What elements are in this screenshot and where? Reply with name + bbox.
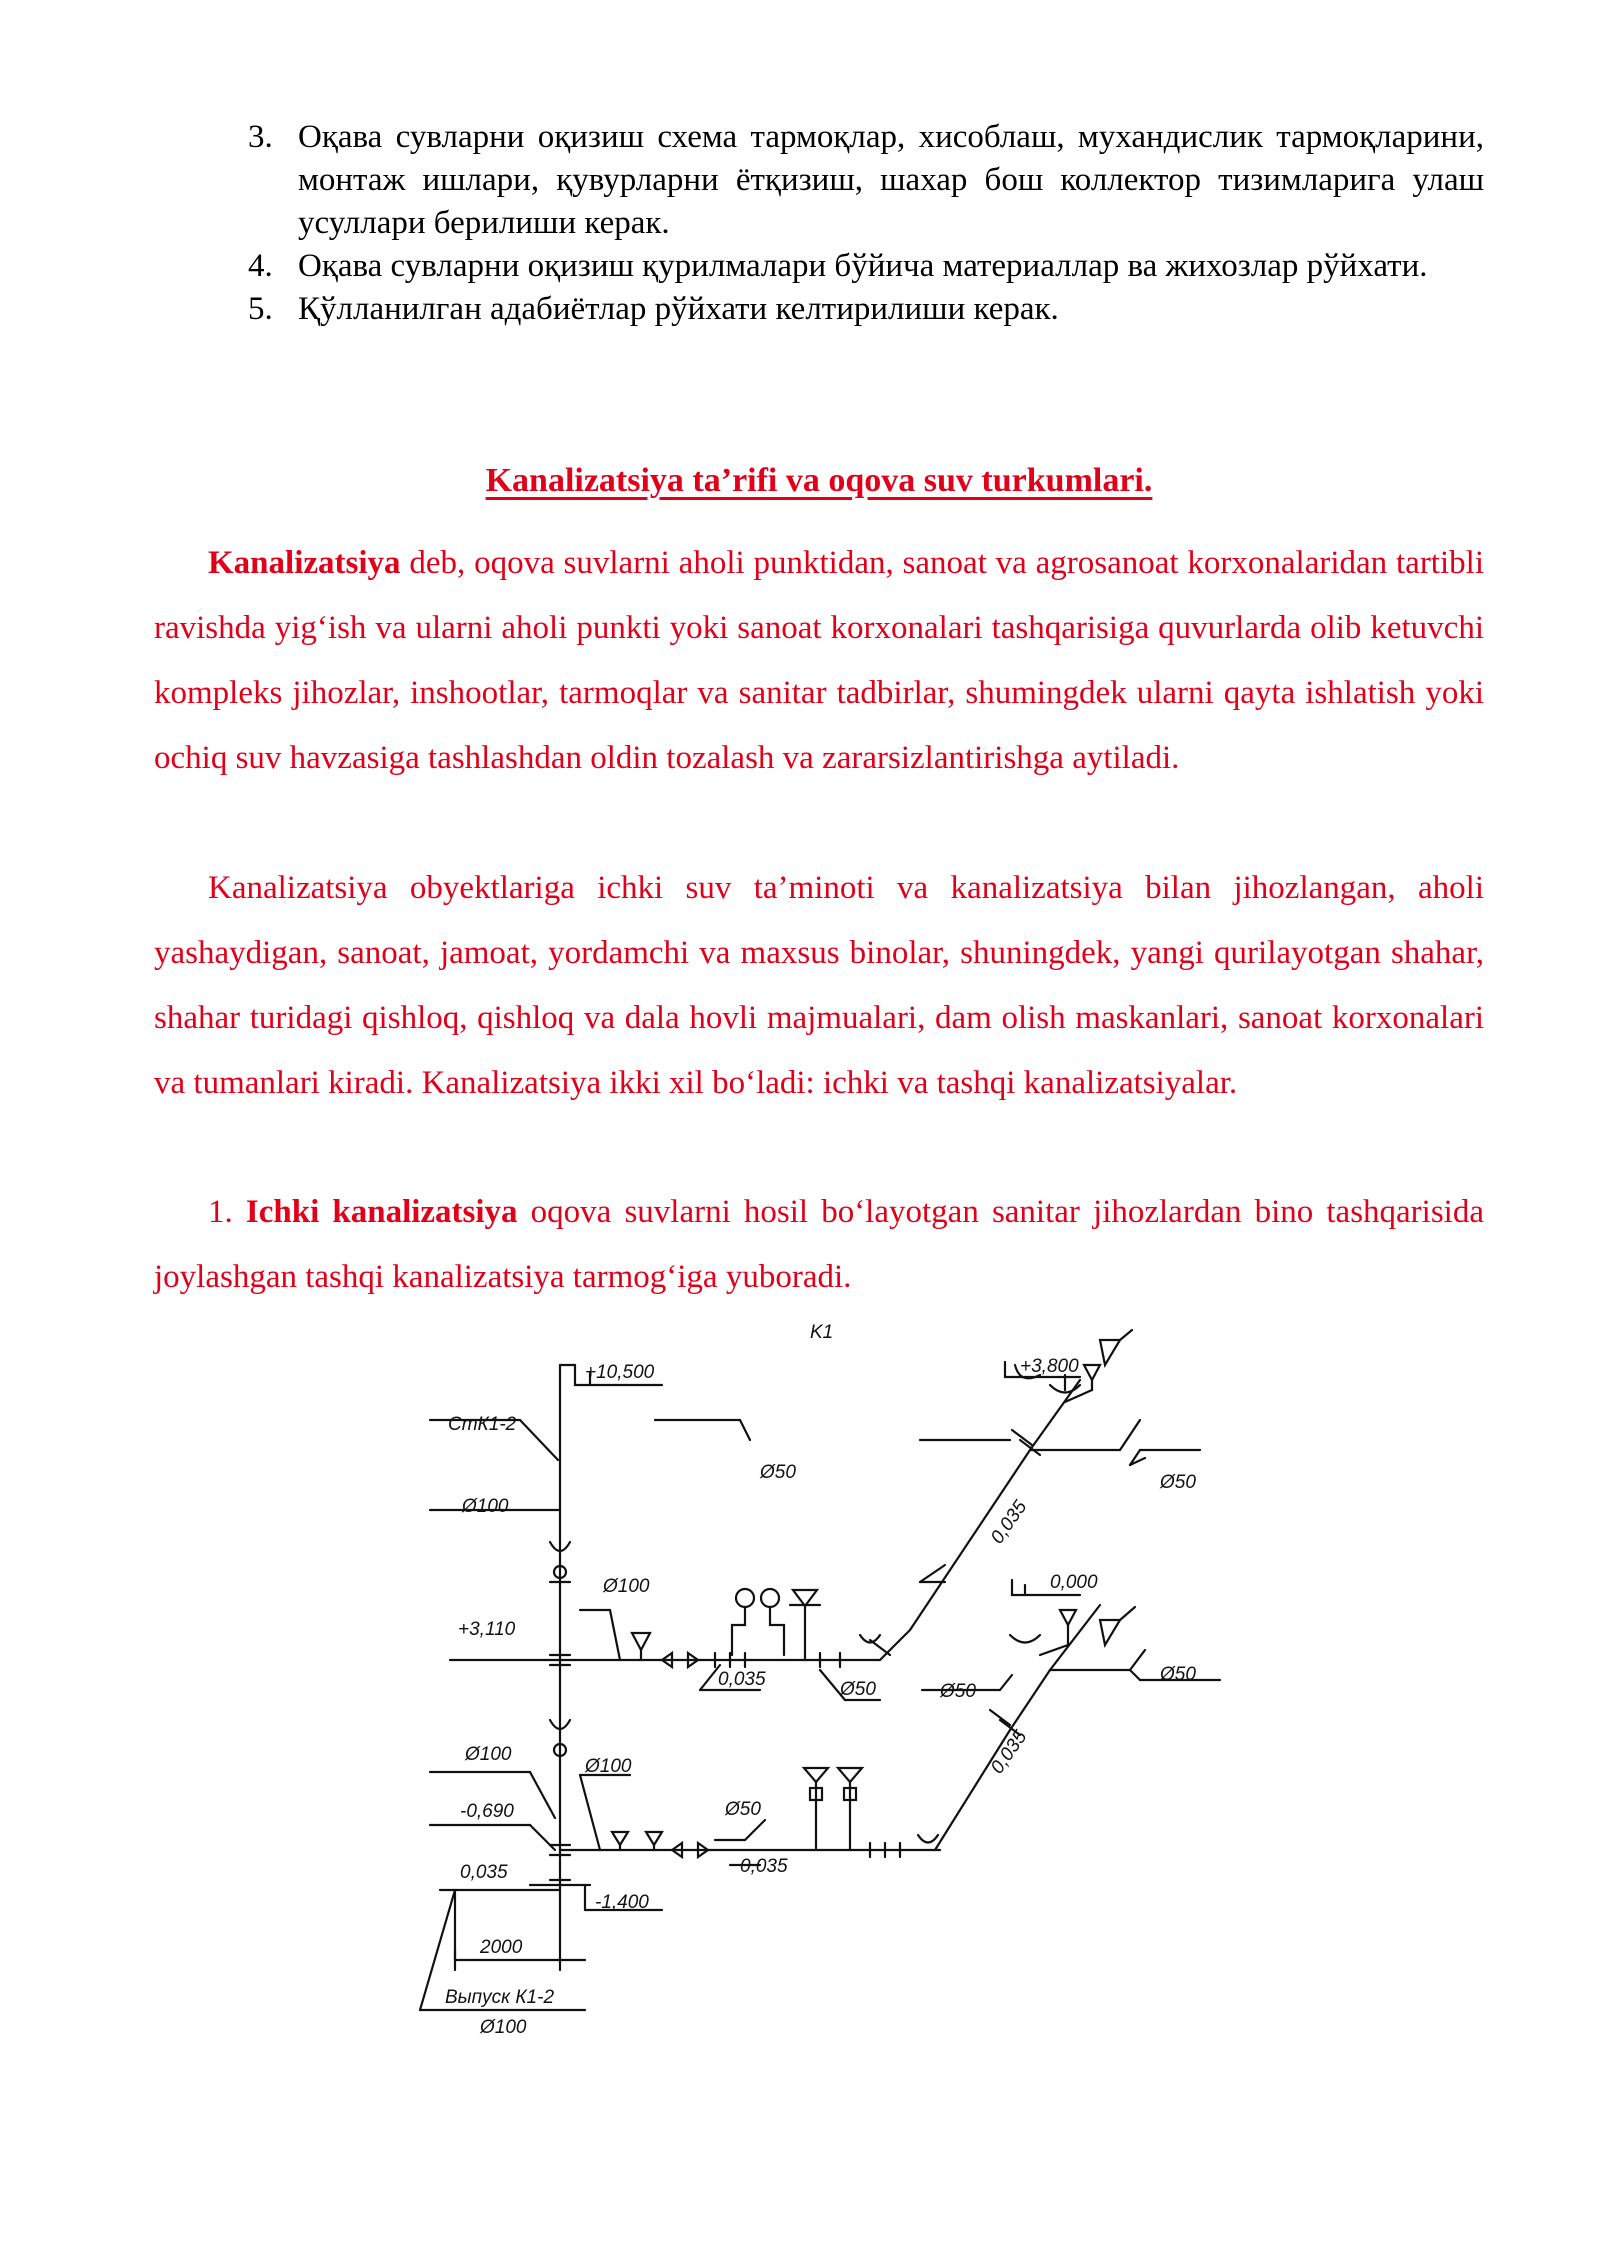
elevation-3110-label: +3,110 xyxy=(458,1619,516,1640)
diameter-label: Ø100 xyxy=(465,1744,512,1765)
slope-label: 0,035 xyxy=(740,1856,788,1877)
diameter-label: Ø50 xyxy=(940,1681,976,1702)
elevation-m690-label: -0,690 xyxy=(460,1801,514,1822)
dimension-label: 2000 xyxy=(480,1937,523,1958)
elevation-top-label: +10,500 xyxy=(585,1362,655,1383)
diameter-label: Ø50 xyxy=(1160,1472,1196,1493)
diameter-label: Ø50 xyxy=(725,1799,761,1820)
diameter-label: Ø50 xyxy=(760,1462,796,1483)
slope-label: 0,035 xyxy=(986,1726,1032,1778)
elevation-right-label: +3,800 xyxy=(1020,1356,1079,1377)
elevation-m1400-label: -1,400 xyxy=(595,1892,649,1913)
diameter-label: Ø100 xyxy=(480,2017,527,2038)
definition-paragraph: Kanalizatsiya deb, oqova suvlarni aholi punktidan, sanoat va agrosanoat korxonalaridan tartibli ravishda yig‘ish va ularni aholi punkti yoki sanoat korxonalari tashqarisiga quvurlarda olib ketuvchi kompleks jihozlar, inshootlar, tarmoqlar va sanitar tadbirlar, shumingdek ularni qayta ishlatish yoki ochiq suv havzasiga tashlashdan oldin tozalash va zararsizlantirishga aytiladi. xyxy=(154,545,1484,776)
list-item: 3. Оқава сувларни оқизиш схема тармоқлар, хисоблаш, мухандислик тармоқларини, монтаж ишлари, қувурларни ётқизиш, шахар бош коллектор тизимларига улаш усуллари берилиши керак. xyxy=(248,119,1484,241)
slope-label: 0,035 xyxy=(718,1669,766,1690)
sewer-axonometric-diagram xyxy=(400,1310,1240,2050)
requirements-list xyxy=(248,116,1484,331)
k1-label: K1 xyxy=(810,1322,834,1343)
diameter-label: Ø100 xyxy=(462,1496,509,1517)
list-item: 4. Оқава сувларни оқизиш қурилмалари бўйича материаллар ва жихозлар рўйхати. xyxy=(248,248,1428,284)
slope-label: 0,035 xyxy=(460,1862,508,1883)
list-item: 5. Қўлланилган адабиётлар рўйхати келтирилиши керак. xyxy=(248,291,1059,327)
slope-label: 0,035 xyxy=(986,1496,1032,1548)
internal-sewer-paragraph: 1. Ichki kanalizatsiya oqova suvlarni hosil bo‘layotgan sanitar jihozlardan bino tashqarisida joylashgan tashqi kanalizatsiya tarmog‘iga yuboradi. xyxy=(154,1194,1484,1295)
diameter-label: Ø50 xyxy=(840,1679,876,1700)
elevation-zero-label: 0,000 xyxy=(1050,1572,1098,1593)
diameter-label: Ø100 xyxy=(585,1756,632,1777)
diameter-label: Ø50 xyxy=(1160,1664,1196,1685)
section-heading: Kanalizatsiya ta’rifi va oqova suv turkumlari. xyxy=(485,462,1153,499)
term-ichki-kanalizatsiya: Ichki kanalizatsiya xyxy=(245,1194,518,1230)
term-kanalizatsiya: Kanalizatsiya xyxy=(208,545,401,581)
objects-paragraph: Kanalizatsiya obyektlariga ichki suv ta’minoti va kanalizatsiya bilan jihozlangan, aholi yashaydigan, sanoat, jamoat, yordamchi va maxsus binolar, shuningdek, yangi qurilayotgan shahar, shahar turidagi qishloq, qishloq va dala hovli majmualari, dam olish maskanlari, sanoat korxonalari va tumanlari kiradi. Kanalizatsiya ikki xil bo‘ladi: ichki va tashqi kanalizatsiyalar. xyxy=(154,870,1484,1101)
outlet-label: Выпуск К1-2 xyxy=(445,1987,555,2008)
diameter-label: Ø100 xyxy=(603,1576,650,1597)
riser-label: СтК1-2 xyxy=(448,1414,517,1435)
